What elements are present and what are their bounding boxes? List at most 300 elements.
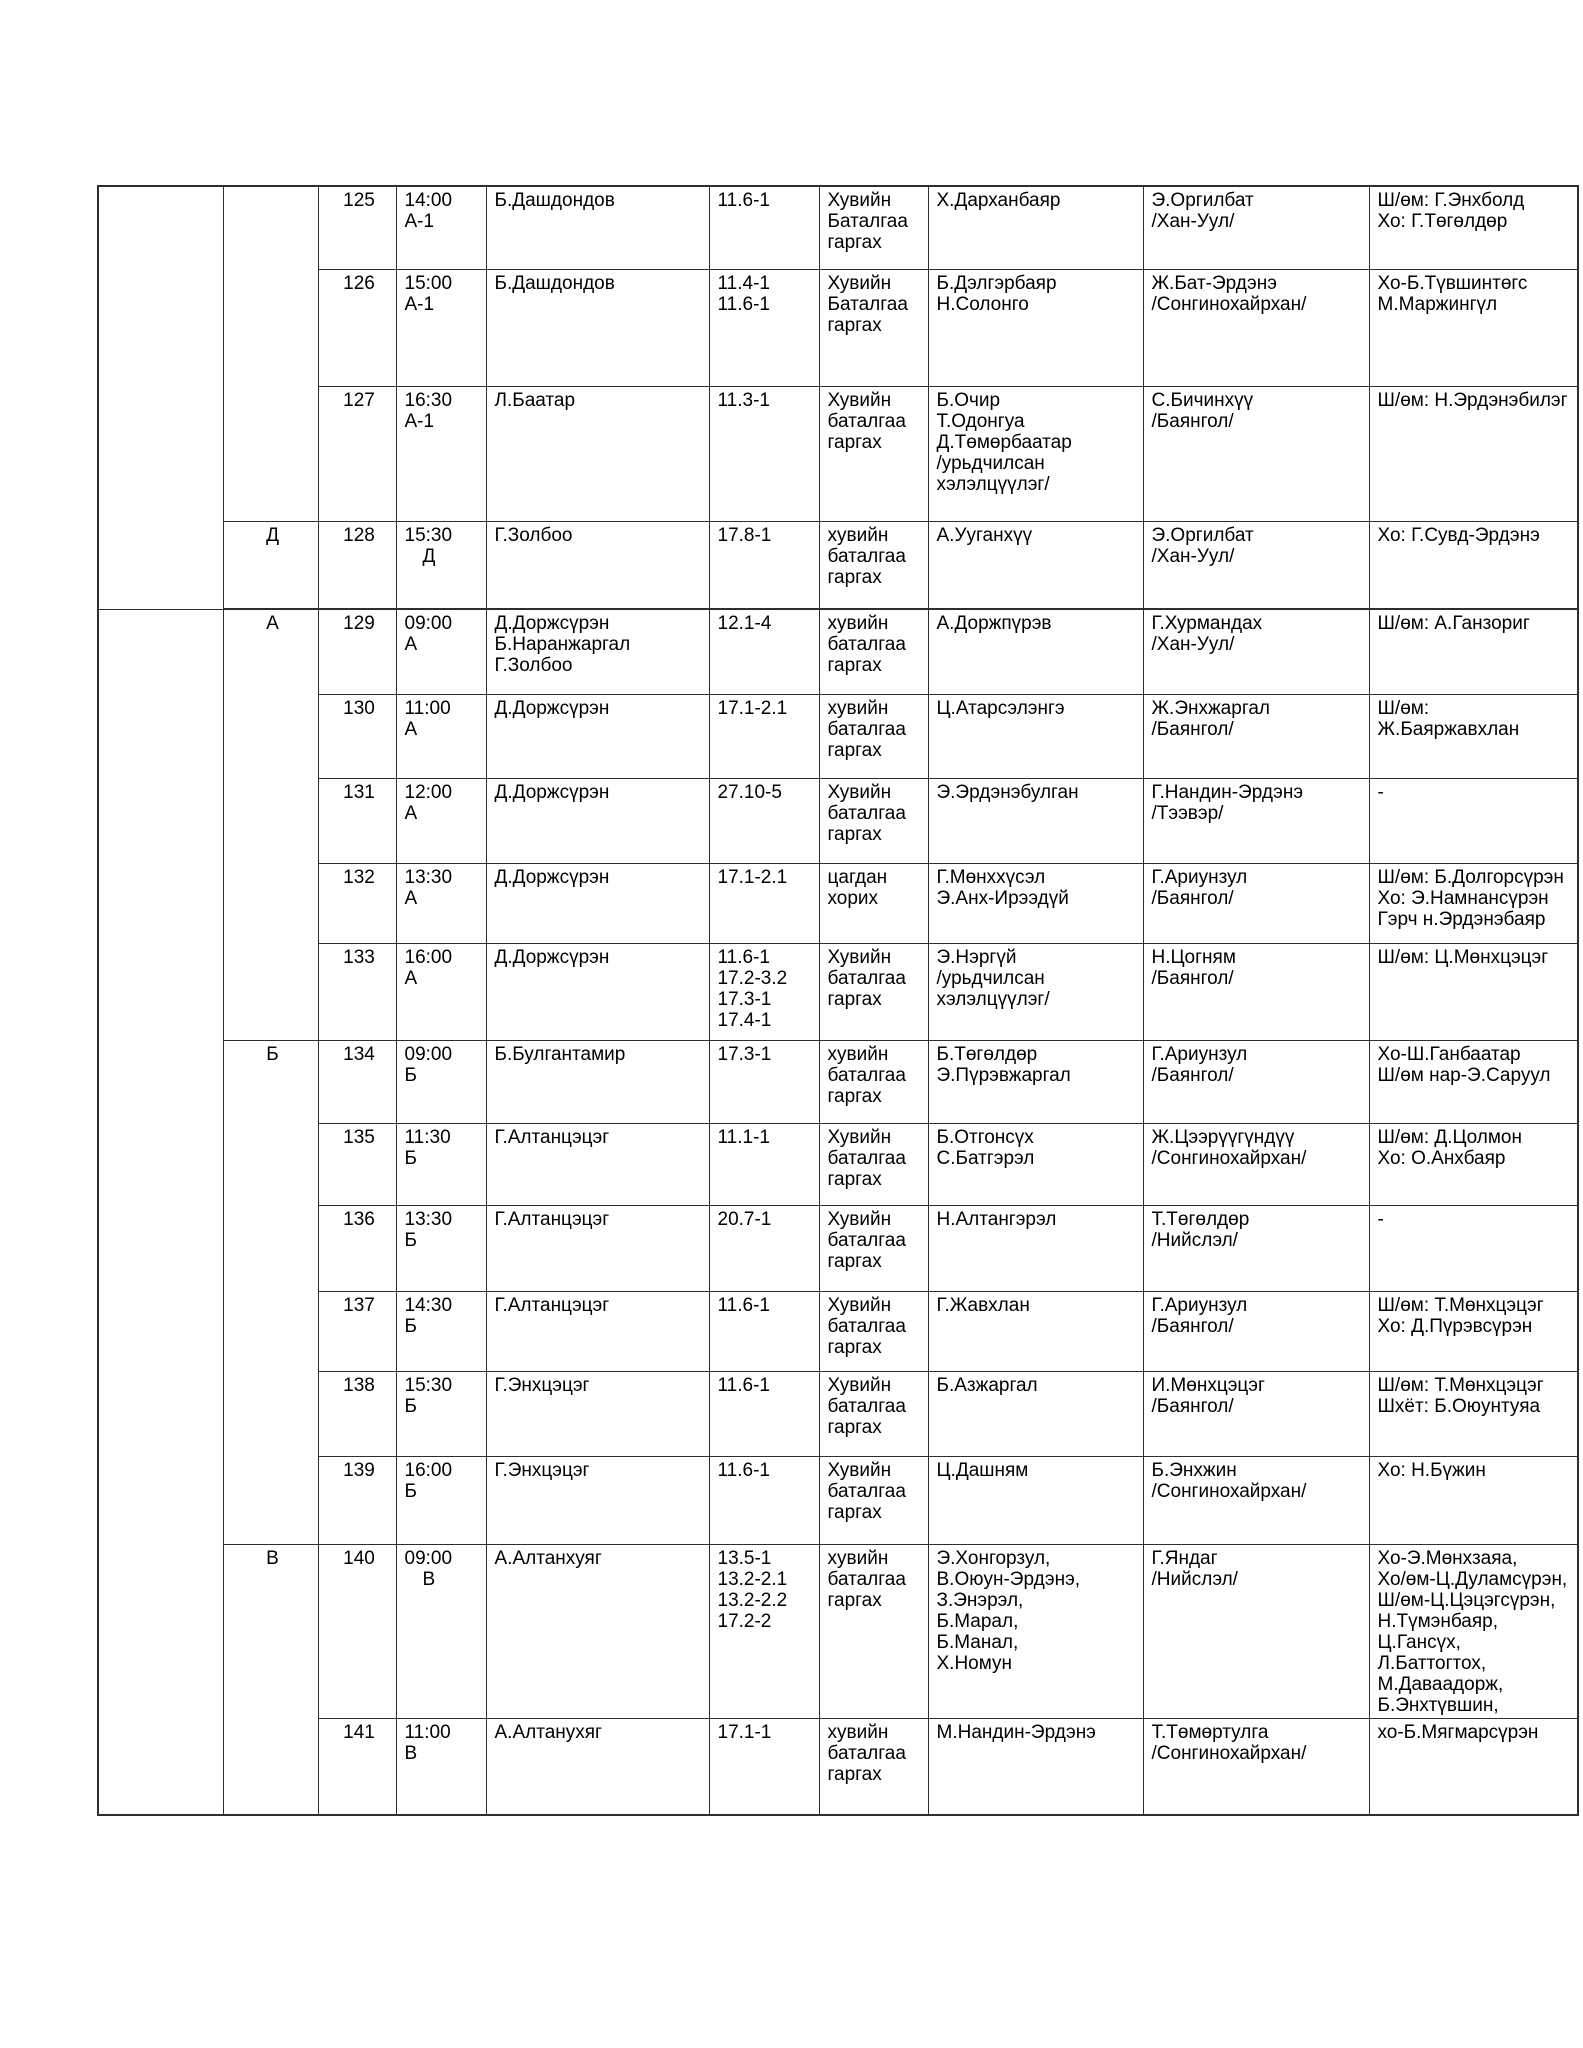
prosecutor-district: /Баянгол/	[1151, 1064, 1234, 1086]
prosecutor-name: Г.Ариунзул	[1151, 1294, 1248, 1316]
articles-cell	[709, 943, 819, 1040]
row-number-cell: 125	[318, 186, 396, 269]
article-number: 17.4-1	[717, 1009, 772, 1031]
bench-letter: А-1	[404, 293, 435, 315]
hearing-type-text: Хувийн баталгаа гаргах	[827, 781, 906, 845]
defendant-name: Б.Дэлгэрбаяр	[936, 272, 1057, 294]
bench-letter: В	[404, 1742, 418, 1764]
hearing-type-cell	[819, 1205, 928, 1291]
prosecutor-name: Ж.Энхжаргал	[1151, 697, 1270, 719]
judge-name: Г.Золбоо	[494, 524, 573, 546]
defendant-cell	[928, 778, 1143, 863]
lawyer-cell	[1369, 694, 1578, 778]
row-number-cell: 131	[318, 778, 396, 863]
judge-cell	[486, 694, 709, 778]
time-cell	[396, 1718, 486, 1815]
defendant-name: Э.Нэргүй	[936, 946, 1017, 968]
hearing-type-text: Хувийн Баталгаа гаргах	[827, 272, 908, 336]
judge-name: Д.Доржсүрэн	[494, 697, 610, 719]
articles-cell	[709, 1718, 819, 1815]
defendant-cell	[928, 1544, 1143, 1718]
group-letter-cell: Д	[223, 521, 318, 609]
article-number: 11.4-1	[717, 272, 770, 294]
article-number: 20.7-1	[717, 1208, 772, 1230]
group-letter-cell: Б	[223, 1040, 318, 1544]
defendant-name: Т.Одонгуа	[936, 410, 1025, 432]
lawyer-name: Хо: Г.Төгөлдөр	[1377, 211, 1508, 232]
lawyer-name: Ш/өм: Б.Долгорсүрэн	[1377, 866, 1564, 888]
article-number: 11.3-1	[717, 389, 770, 411]
hearing-time: 09:00	[404, 1547, 453, 1569]
hearing-type-text: хувийн баталгаа гаргах	[827, 1721, 906, 1785]
judge-cell	[486, 1040, 709, 1123]
prosecutor-name: Т.Төгөлдөр	[1151, 1208, 1250, 1230]
lawyer-cell	[1369, 778, 1578, 863]
defendant-name: Б.Азжаргал	[936, 1374, 1038, 1396]
defendant-name: /урьдчилсан хэлэлцүүлэг/	[936, 452, 1050, 495]
article-number: 13.2-2.1	[717, 1568, 788, 1590]
prosecutor-cell	[1143, 1456, 1369, 1544]
prosecutor-cell	[1143, 269, 1369, 386]
defendant-cell	[928, 609, 1143, 694]
prosecutor-cell	[1143, 1718, 1369, 1815]
judge-name: Г.Алтанцэцэг	[494, 1126, 610, 1148]
prosecutor-cell	[1143, 609, 1369, 694]
hearing-type-cell	[819, 1123, 928, 1205]
defendant-cell	[928, 943, 1143, 1040]
time-cell	[396, 386, 486, 521]
hearing-time: 15:00	[404, 272, 453, 294]
judge-name: Б.Дашдондов	[494, 272, 615, 294]
row-number-cell: 133	[318, 943, 396, 1040]
defendant-name: Н.Алтангэрэл	[936, 1208, 1057, 1230]
articles-cell	[709, 1371, 819, 1456]
article-number: 11.1-1	[717, 1126, 770, 1148]
lawyer-name: Хо/өм-Ц.Дуламсүрэн,	[1377, 1568, 1568, 1590]
prosecutor-district: /Хан-Уул/	[1151, 545, 1235, 567]
time-cell	[396, 943, 486, 1040]
hearing-type-text: Хувийн баталгаа гаргах	[827, 1208, 906, 1272]
lawyer-cell	[1369, 943, 1578, 1040]
article-number: 11.6-1	[717, 1374, 770, 1396]
hearing-type-text: Хувийн баталгаа гаргах	[827, 1374, 906, 1438]
defendant-cell	[928, 186, 1143, 269]
hearing-type-text: Хувийн баталгаа гаргах	[827, 946, 906, 1010]
prosecutor-district: /Сонгинохайрхан/	[1151, 1480, 1307, 1502]
article-number: 17.8-1	[717, 524, 772, 546]
table-row	[98, 1718, 1578, 1815]
prosecutor-district: /Сонгинохайрхан/	[1151, 293, 1307, 315]
prosecutor-district: /Баянгол/	[1151, 1315, 1234, 1337]
article-number: 13.2-2.2	[717, 1589, 788, 1611]
article-number: 11.6-1	[717, 1459, 770, 1481]
time-cell	[396, 521, 486, 609]
articles-cell	[709, 1040, 819, 1123]
hearing-type-cell	[819, 269, 928, 386]
judge-name: Б.Дашдондов	[494, 190, 615, 211]
hearing-type-cell	[819, 1718, 928, 1815]
row-number-cell: 132	[318, 863, 396, 943]
defendant-name: Б.Очир	[936, 389, 1001, 411]
lawyer-name: Ш/өм нар-Э.Саруул	[1377, 1064, 1551, 1086]
article-number: 17.2-3.2	[717, 967, 788, 989]
row-number-cell: 129	[318, 609, 396, 694]
row-number-cell: 127	[318, 386, 396, 521]
article-number: 17.1-1	[717, 1721, 772, 1743]
time-cell	[396, 1291, 486, 1371]
hearing-type-text: Хувийн баталгаа гаргах	[827, 1126, 906, 1190]
judge-cell	[486, 778, 709, 863]
defendant-cell	[928, 863, 1143, 943]
defendant-name: А.Доржпүрэв	[936, 613, 1052, 634]
defendant-name: Б.Отгонсүх	[936, 1126, 1034, 1148]
judge-cell	[486, 521, 709, 609]
bench-letter: Б	[404, 1229, 417, 1251]
prosecutor-cell	[1143, 778, 1369, 863]
hearing-type-cell	[819, 521, 928, 609]
prosecutor-district: /Баянгол/	[1151, 887, 1234, 909]
defendant-cell	[928, 1371, 1143, 1456]
lawyer-cell	[1369, 521, 1578, 609]
hearing-type-cell	[819, 694, 928, 778]
judge-cell	[486, 186, 709, 269]
table-row	[98, 269, 1578, 386]
group-letter-cell: А	[223, 609, 318, 1040]
defendant-name: М.Нандин-Эрдэнэ	[936, 1721, 1096, 1743]
hearing-type-text: Хувийн Баталгаа гаргах	[827, 190, 908, 253]
judge-cell	[486, 863, 709, 943]
hearing-type-cell	[819, 1291, 928, 1371]
row-number-cell: 138	[318, 1371, 396, 1456]
prosecutor-district: /Баянгол/	[1151, 1395, 1234, 1417]
bench-letter: Б	[404, 1315, 417, 1337]
lawyer-name: Б.Энхтүвшин,	[1377, 1694, 1499, 1716]
hearing-time: 16:00	[404, 1459, 453, 1481]
time-cell	[396, 778, 486, 863]
hearing-type-cell	[819, 943, 928, 1040]
section-cell	[98, 609, 223, 1815]
bench-letter: А-1	[404, 211, 435, 232]
table-row	[98, 1123, 1578, 1205]
judge-name: Г.Алтанцэцэг	[494, 1208, 610, 1230]
hearing-time: 13:30	[404, 1208, 453, 1230]
section-cell	[98, 186, 223, 609]
judge-cell	[486, 1123, 709, 1205]
prosecutor-cell	[1143, 863, 1369, 943]
hearing-type-text: Хувийн баталгаа гаргах	[827, 389, 906, 453]
bench-letter: Д	[422, 545, 436, 567]
judge-name: Б.Булгантамир	[494, 1043, 626, 1065]
defendant-cell	[928, 521, 1143, 609]
judge-cell	[486, 609, 709, 694]
prosecutor-district: /Баянгол/	[1151, 410, 1234, 432]
row-number-cell: 130	[318, 694, 396, 778]
lawyer-name: Хо: Д.Пүрэвсүрэн	[1377, 1315, 1533, 1337]
defendant-name: Э.Эрдэнэбулган	[936, 781, 1079, 803]
lawyer-name: Хо: Э.Намнансүрэн	[1377, 887, 1549, 909]
prosecutor-cell	[1143, 1544, 1369, 1718]
time-cell	[396, 609, 486, 694]
prosecutor-district: /Сонгинохайрхан/	[1151, 1742, 1307, 1764]
judge-cell	[486, 1371, 709, 1456]
prosecutor-name: Г.Нандин-Эрдэнэ	[1151, 781, 1304, 803]
prosecutor-district: /Хан-Уул/	[1151, 211, 1235, 232]
prosecutor-district: /Тээвэр/	[1151, 802, 1224, 824]
hearing-time: 11:30	[404, 1126, 451, 1148]
lawyer-cell	[1369, 1205, 1578, 1291]
prosecutor-name: Г.Хурмандах	[1151, 613, 1263, 634]
article-number: 11.6-1	[717, 190, 770, 211]
judge-name: Б.Наранжаргал	[494, 634, 631, 655]
defendant-name: Б.Төгөлдөр	[936, 1043, 1038, 1065]
defendant-name: /урьдчилсан хэлэлцүүлэг/	[936, 967, 1050, 1010]
time-cell	[396, 694, 486, 778]
articles-cell	[709, 863, 819, 943]
judge-name: Л.Баатар	[494, 389, 576, 411]
lawyer-name: Ш/өм: Н.Эрдэнэбилэг	[1377, 389, 1568, 411]
defendant-name: Г.Жавхлан	[936, 1294, 1030, 1316]
articles-cell	[709, 386, 819, 521]
judge-name: А.Алтанухяг	[494, 1721, 602, 1743]
prosecutor-name: Г.Яндаг	[1151, 1547, 1218, 1569]
table-row	[98, 521, 1578, 609]
bench-letter: А	[404, 718, 418, 740]
prosecutor-name: Г.Ариунзул	[1151, 1043, 1248, 1065]
defendant-name: А.Ууганхүү	[936, 524, 1033, 546]
prosecutor-cell	[1143, 1040, 1369, 1123]
lawyer-name: Ш/өм: Т.Мөнхцэцэг	[1377, 1294, 1544, 1316]
defendant-name: С.Батгэрэл	[936, 1147, 1035, 1169]
hearing-type-text: хувийн баталгаа гаргах	[827, 1547, 906, 1611]
defendant-name: Э.Хонгорзул,	[936, 1547, 1051, 1569]
lawyer-cell	[1369, 1456, 1578, 1544]
defendant-cell	[928, 269, 1143, 386]
prosecutor-district: /Баянгол/	[1151, 718, 1234, 740]
defendant-cell	[928, 1456, 1143, 1544]
bench-letter: А-1	[404, 410, 435, 432]
bench-letter: Б	[404, 1395, 417, 1417]
prosecutor-name: Г.Ариунзул	[1151, 866, 1248, 888]
lawyer-name: Ш/өм: Ж.Баяржавхлан	[1377, 697, 1520, 740]
article-number: 17.3-1	[717, 988, 772, 1010]
defendant-cell	[928, 1123, 1143, 1205]
hearing-type-cell	[819, 386, 928, 521]
table-row	[98, 1544, 1578, 1718]
hearing-time: 11:00	[404, 1721, 451, 1743]
hearing-type-text: хувийн баталгаа гаргах	[827, 1043, 906, 1107]
prosecutor-cell	[1143, 1291, 1369, 1371]
group-letter-cell: В	[223, 1544, 318, 1815]
prosecutor-district: /Баянгол/	[1151, 967, 1234, 989]
lawyer-name: Хо: Г.Сувд-Эрдэнэ	[1377, 524, 1540, 546]
judge-name: Д.Доржсүрэн	[494, 781, 610, 803]
article-number: 17.2-2	[717, 1610, 772, 1632]
judge-name: Г.Золбоо	[494, 655, 573, 676]
defendant-cell	[928, 1291, 1143, 1371]
lawyer-cell	[1369, 863, 1578, 943]
judge-cell	[486, 1718, 709, 1815]
lawyer-name: -	[1377, 781, 1384, 803]
judge-cell	[486, 1205, 709, 1291]
table-row	[98, 943, 1578, 1040]
articles-cell	[709, 521, 819, 609]
lawyer-name: Ш/өм-Ц.Цэцэгсүрэн,	[1377, 1589, 1556, 1611]
table-row	[98, 609, 1578, 694]
hearing-type-cell	[819, 1040, 928, 1123]
defendant-name: Ц.Дашням	[936, 1459, 1029, 1481]
defendant-name: Н.Солонго	[936, 293, 1029, 315]
hearing-type-cell	[819, 609, 928, 694]
articles-cell	[709, 1205, 819, 1291]
defendant-name: З.Энэрэл,	[936, 1589, 1024, 1611]
bench-letter: А	[404, 634, 418, 655]
lawyer-name: Ш/өм: Т.Мөнхцэцэг	[1377, 1374, 1544, 1396]
judge-name: Д.Доржсүрэн	[494, 613, 610, 634]
prosecutor-district: /Хан-Уул/	[1151, 634, 1235, 655]
lawyer-name: М.Маржингүл	[1377, 293, 1498, 315]
time-cell	[396, 1371, 486, 1456]
prosecutor-cell	[1143, 1371, 1369, 1456]
judge-cell	[486, 1291, 709, 1371]
row-number-cell: 126	[318, 269, 396, 386]
defendant-cell	[928, 1718, 1143, 1815]
hearing-time: 13:30	[404, 866, 453, 888]
lawyer-cell	[1369, 1718, 1578, 1815]
prosecutor-cell	[1143, 1205, 1369, 1291]
articles-cell	[709, 609, 819, 694]
hearing-type-text: хувийн баталгаа гаргах	[827, 697, 906, 761]
hearing-type-text: цагдан хорих	[827, 866, 888, 909]
table-row	[98, 694, 1578, 778]
time-cell	[396, 863, 486, 943]
lawyer-name: хо-Б.Мягмарсүрэн	[1377, 1721, 1539, 1743]
defendant-name: Э.Пүрэвжаргал	[936, 1064, 1071, 1086]
article-number: 13.5-1	[717, 1547, 772, 1569]
table-row	[98, 863, 1578, 943]
lawyer-name: Ц.Гансүх,	[1377, 1631, 1461, 1653]
time-cell	[396, 1456, 486, 1544]
lawyer-cell	[1369, 1371, 1578, 1456]
prosecutor-cell	[1143, 694, 1369, 778]
article-number: 11.6-1	[717, 293, 770, 315]
group-letter-cell	[223, 186, 318, 521]
lawyer-name: М.Даваадорж,	[1377, 1673, 1504, 1695]
lawyer-cell	[1369, 186, 1578, 269]
defendant-name: Э.Анх-Ирээдүй	[936, 887, 1069, 909]
hearing-type-cell	[819, 1544, 928, 1718]
defendant-cell	[928, 1205, 1143, 1291]
hearing-time: 09:00	[404, 1043, 453, 1065]
table-row	[98, 1205, 1578, 1291]
hearing-type-text: хувийн баталгаа гаргах	[827, 524, 906, 588]
prosecutor-name: Э.Оргилбат	[1151, 190, 1254, 211]
lawyer-cell	[1369, 1291, 1578, 1371]
lawyer-name: Ш/өм: А.Ганзориг	[1377, 613, 1530, 634]
hearing-time: 14:30	[404, 1294, 453, 1316]
hearing-time: 16:30	[404, 389, 453, 411]
lawyer-cell	[1369, 386, 1578, 521]
time-cell	[396, 1205, 486, 1291]
defendant-name: Д.Төмөрбаатар	[936, 431, 1072, 453]
bench-letter: Б	[404, 1064, 417, 1086]
table-row	[98, 1371, 1578, 1456]
defendant-cell	[928, 694, 1143, 778]
lawyer-name: Хо-Э.Мөнхзаяа,	[1377, 1547, 1518, 1569]
articles-cell	[709, 269, 819, 386]
articles-cell	[709, 694, 819, 778]
hearing-time: 14:00	[404, 190, 453, 211]
judge-name: Г.Энхцэцэг	[494, 1459, 590, 1481]
defendant-name: Г.Мөнххүсэл	[936, 866, 1046, 888]
prosecutor-cell	[1143, 386, 1369, 521]
row-number-cell: 134	[318, 1040, 396, 1123]
table-row	[98, 186, 1578, 269]
judge-name: Д.Доржсүрэн	[494, 866, 610, 888]
judge-cell	[486, 943, 709, 1040]
article-number: 17.1-2.1	[717, 697, 788, 719]
row-number-cell: 141	[318, 1718, 396, 1815]
article-number: 17.1-2.1	[717, 866, 788, 888]
table-row	[98, 778, 1578, 863]
articles-cell	[709, 1123, 819, 1205]
hearing-type-cell	[819, 863, 928, 943]
hearing-type-cell	[819, 1371, 928, 1456]
lawyer-name: Гэрч н.Эрдэнэбаяр	[1377, 908, 1546, 930]
lawyer-name: Шхёт: Б.Оюунтуяа	[1377, 1395, 1541, 1417]
hearing-time: 12:00	[404, 781, 453, 803]
table-row	[98, 1456, 1578, 1544]
lawyer-name: -	[1377, 1208, 1384, 1230]
prosecutor-name: Б.Энхжин	[1151, 1459, 1237, 1481]
hearing-type-text: Хувийн баталгаа гаргах	[827, 1459, 906, 1523]
row-number-cell: 136	[318, 1205, 396, 1291]
time-cell	[396, 1123, 486, 1205]
lawyer-name: Хо: О.Анхбаяр	[1377, 1147, 1506, 1169]
prosecutor-name: Ж.Бат-Эрдэнэ	[1151, 272, 1277, 294]
row-number-cell: 137	[318, 1291, 396, 1371]
schedule-table	[97, 185, 1579, 1816]
table-row	[98, 1040, 1578, 1123]
judge-cell	[486, 1456, 709, 1544]
article-number: 11.6-1	[717, 946, 770, 968]
lawyer-name: Хо-Ш.Ганбаатар	[1377, 1043, 1521, 1065]
hearing-type-cell	[819, 1456, 928, 1544]
judge-name: А.Алтанхуяг	[494, 1547, 602, 1569]
prosecutor-cell	[1143, 186, 1369, 269]
prosecutor-district: /Сонгинохайрхан/	[1151, 1147, 1307, 1169]
table-row	[98, 386, 1578, 521]
article-number: 17.3-1	[717, 1043, 772, 1065]
bench-letter: А	[404, 887, 418, 909]
hearing-time: 11:00	[404, 697, 451, 719]
hearing-time: 15:30	[404, 1374, 453, 1396]
defendant-cell	[928, 386, 1143, 521]
article-number: 12.1-4	[717, 613, 772, 634]
articles-cell	[709, 1456, 819, 1544]
articles-cell	[709, 1544, 819, 1718]
article-number: 11.6-1	[717, 1294, 770, 1316]
lawyer-name: Ш/өм: Ц.Мөнхцэцэг	[1377, 946, 1549, 968]
defendant-name: Б.Марал,	[936, 1610, 1019, 1632]
judge-name: Д.Доржсүрэн	[494, 946, 610, 968]
table-row	[98, 1291, 1578, 1371]
prosecutor-name: Ж.Цээрүүгүндүү	[1151, 1126, 1295, 1148]
defendant-name: В.Оюун-Эрдэнэ,	[936, 1568, 1081, 1590]
row-number-cell: 139	[318, 1456, 396, 1544]
defendant-cell	[928, 1040, 1143, 1123]
lawyer-cell	[1369, 1544, 1578, 1718]
prosecutor-district: /Нийслэл/	[1151, 1568, 1238, 1590]
